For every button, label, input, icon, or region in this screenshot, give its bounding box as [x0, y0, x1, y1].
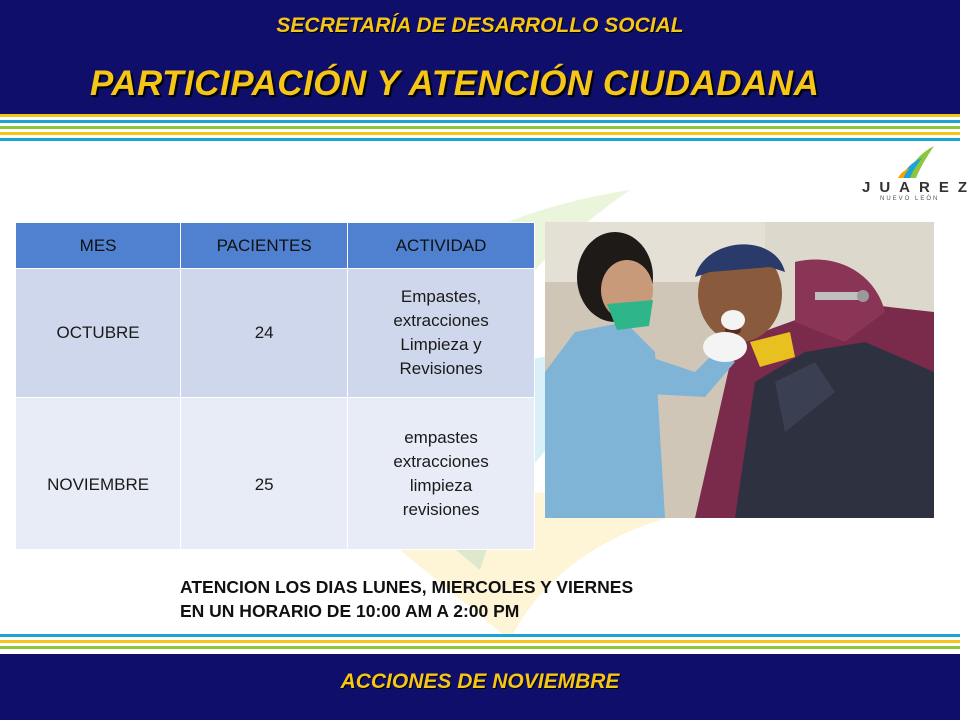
patients-table	[15, 222, 535, 550]
footer-text: ACCIONES DE NOVIEMBRE	[340, 670, 620, 693]
activity-line: extracciones	[393, 311, 489, 330]
activity-line: limpieza	[409, 475, 473, 495]
activity-line: extracciones	[393, 451, 489, 471]
schedule-days: ATENCION LOS DIAS LUNES, MIERCOLES Y VIERNES	[180, 577, 634, 597]
activity-line: Revisiones	[399, 359, 483, 378]
cell-pacientes: 25	[181, 398, 348, 550]
activity-line: revisiones	[402, 499, 480, 519]
page-title: PARTICIPACIÓN Y ATENCIÓN CIUDADANA	[90, 64, 820, 103]
organization-name: SECRETARÍA DE DESARROLLO SOCIAL	[276, 14, 684, 37]
activity-line: Empastes,	[400, 287, 482, 306]
header-mes: MES	[16, 223, 181, 269]
header-pacientes: PACIENTES	[181, 223, 348, 269]
cell-actividad	[348, 269, 535, 398]
cell-mes: OCTUBRE	[16, 269, 181, 398]
schedule-hours: EN UN HORARIO DE 10:00 AM A 2:00 PM	[180, 601, 520, 621]
dental-photo	[545, 222, 934, 518]
logo-text: JUAREZ	[862, 179, 976, 196]
table-row	[16, 398, 535, 550]
table-row	[16, 269, 535, 398]
activity-line: empastes	[404, 427, 478, 447]
cell-mes: NOVIEMBRE	[16, 398, 181, 550]
cell-actividad	[348, 398, 535, 550]
schedule-info	[180, 575, 633, 623]
activity-line: Limpieza y	[400, 335, 482, 354]
logo-subtitle: NUEVO LEÓN	[880, 196, 940, 202]
header-stripes	[0, 114, 960, 144]
table-header-row	[16, 223, 535, 269]
cell-pacientes: 24	[181, 269, 348, 398]
header-actividad: ACTIVIDAD	[348, 223, 535, 269]
footer-stripes	[0, 634, 960, 654]
